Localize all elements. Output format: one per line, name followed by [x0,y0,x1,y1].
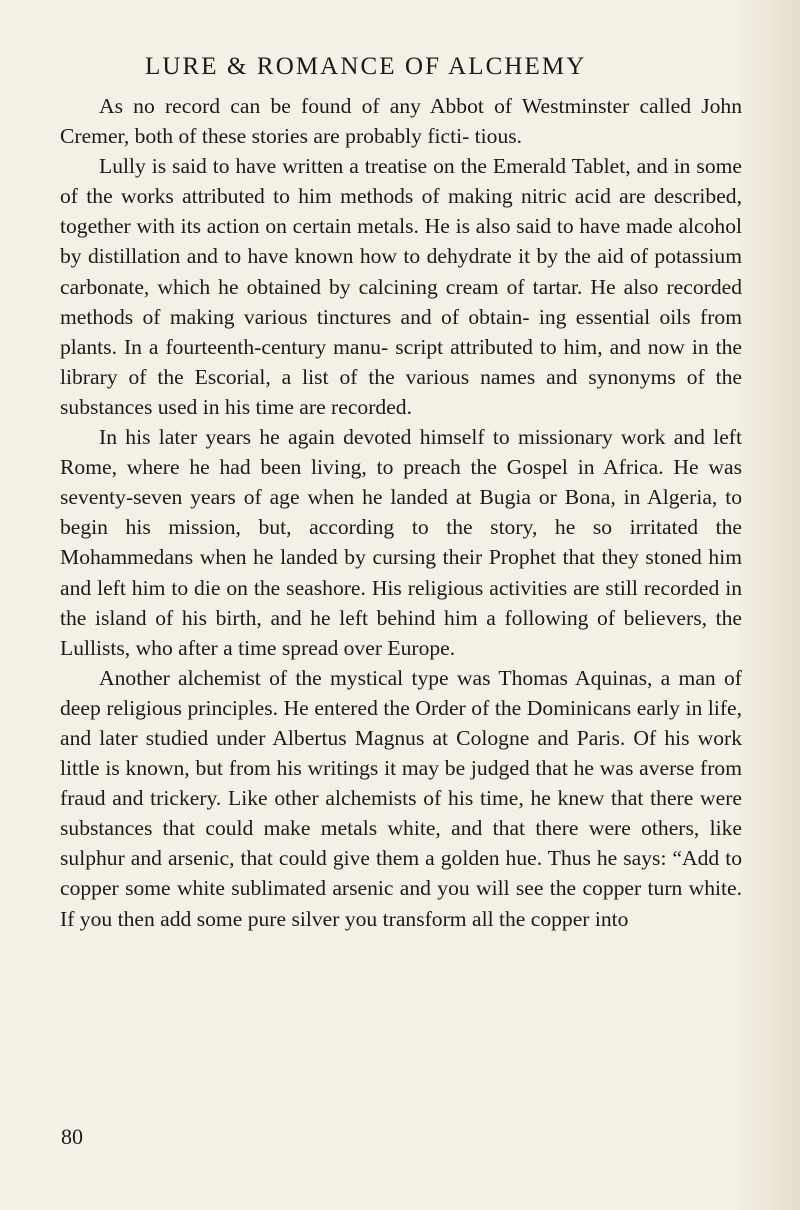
paragraph: As no record can be found of any Abbot of Westminster called John Cremer, both of these stories are probably ficti- tious. [60,94,742,149]
paragraph: Lully is said to have written a treatise on the Emerald Tablet, and in some of the works attributed to him methods of making nitric acid are described, together with its action on certain metals. He is also said to have made alcohol by distillation and to have known how to dehydrate it by the aid of potassium carbonate, which he obtained by calcining cream of tartar. He also recorded methods of making various tinctures and of obtain- ing essential oils from plants. In a fourteenth-century manu- script attributed to him, and now in the library of the Escorial, a list of the various names and synonyms of the substances used in his time are recorded. [60,154,742,419]
paragraph: In his later years he again devoted himself to missionary work and left Rome, where he had been living, to preach the Gospel in Africa. He was seventy-seven years of age when he landed at Bugia or Bona, in Algeria, to begin his mission, but, according to the story, he so irritated the Mohammedans when he landed by cursing their Prophet that they stoned him and left him to die on the seashore. His religious activities are still recorded in the island of his birth, and he left behind him a following of believers, the Lullists, who after a time spread over Europe. [60,425,742,660]
page-number: 80 [61,1124,83,1149]
running-head: LURE & ROMANCE OF ALCHEMY [145,53,587,80]
paragraph: Another alchemist of the mystical type was Thomas Aquinas, a man of deep religious principles. He entered the Order of the Dominicans early in life, and later studied under Albertus Magnus at Cologne and Paris. Of his work little is known, but from his writings it may be judged that he was averse from fraud and trickery. Like other alchemists of his time, he knew that there were substances that could make metals white, and that there were others, like sulphur and arsenic, that could give them a golden hue. Thus he says: “Add to copper some white sublimated arsenic and you will see the copper turn white. If you then add some pure silver you transform all the copper into [60,665,742,931]
body-text [60,91,742,934]
